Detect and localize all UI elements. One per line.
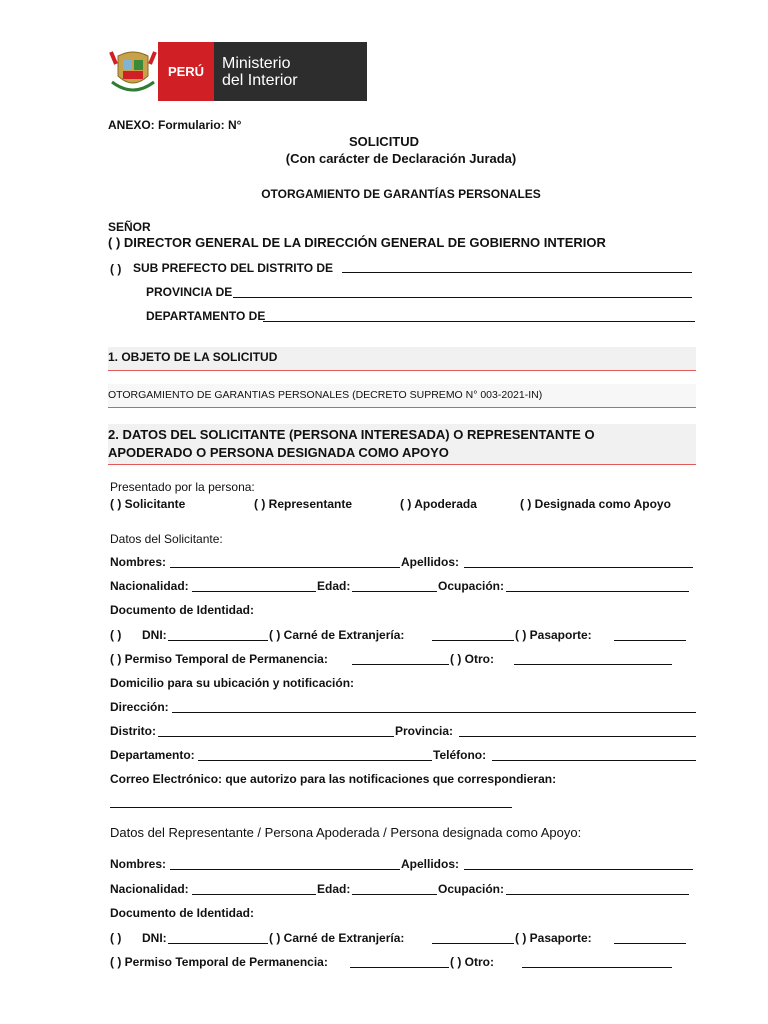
dni-label: DNI: [142, 628, 167, 642]
subprefecto-check[interactable]: ( ) [110, 262, 122, 276]
provincia-label: PROVINCIA DE [146, 285, 233, 299]
pasaporte-field[interactable] [614, 640, 686, 641]
ocupacion-field[interactable] [506, 591, 689, 592]
ministry-name [214, 42, 367, 101]
apellidos-field[interactable] [464, 567, 693, 568]
apellidos-label: Apellidos: [401, 555, 460, 569]
nombres-label: Nombres: [110, 555, 167, 569]
nacionalidad-label: Nacionalidad: [110, 579, 189, 593]
rep-dni-label: DNI: [142, 931, 167, 945]
edad-field[interactable] [352, 591, 437, 592]
departamento-input[interactable] [198, 760, 432, 761]
carne-field[interactable] [432, 640, 514, 641]
presentado-label: Presentado por la persona: [110, 480, 255, 494]
rep-nombres-field[interactable] [170, 869, 400, 870]
direccion-field[interactable] [172, 712, 696, 713]
ministry-line1: Ministerio [222, 54, 291, 72]
option-solicitante[interactable]: ( ) Solicitante [110, 497, 186, 511]
otro-field[interactable] [514, 664, 672, 665]
nombres-field[interactable] [170, 567, 400, 568]
rep-otro-label[interactable]: ( ) Otro: [450, 955, 494, 969]
director-option: ( ) DIRECTOR GENERAL DE LA DIRECCIÓN GENERAL DE GOBIERNO INTERIOR [108, 235, 606, 250]
documento-label: Documento de Identidad: [110, 603, 254, 617]
rep-nacionalidad-label: Nacionalidad: [110, 882, 189, 896]
direccion-label: Dirección: [110, 700, 169, 714]
rep-ocupacion-label: Ocupación: [438, 882, 505, 896]
rep-nombres-label: Nombres: [110, 857, 167, 871]
section2-header [108, 424, 696, 465]
rep-permiso-field[interactable] [350, 967, 449, 968]
ocupacion-label: Ocupación: [438, 579, 505, 593]
rep-apellidos-field[interactable] [464, 869, 693, 870]
section1-title: 1. OBJETO DE LA SOLICITUD [108, 350, 278, 364]
edad-label: Edad: [317, 579, 351, 593]
rep-otro-field[interactable] [522, 967, 672, 968]
coat-of-arms-icon [108, 42, 158, 101]
document-subtitle: (Con carácter de Declaración Jurada) [285, 151, 517, 166]
rep-pasaporte-field[interactable] [614, 943, 686, 944]
section1-header [108, 347, 696, 371]
nacionalidad-field[interactable] [192, 591, 316, 592]
otro-label[interactable]: ( ) Otro: [450, 652, 494, 666]
rep-carne-field[interactable] [432, 943, 514, 944]
departamento-field[interactable] [263, 321, 695, 322]
departamento-label: DEPARTAMENTO DE [146, 309, 266, 323]
senor-label: SEÑOR [108, 220, 151, 234]
correo-label: Correo Electrónico: que autorizo para las notificaciones que correspondieran: [110, 772, 557, 786]
option-representante[interactable]: ( ) Representante [254, 497, 353, 511]
distrito-label: Distrito: [110, 724, 156, 738]
ministry-logo [108, 42, 367, 101]
provincia-field-label: Provincia: [395, 724, 454, 738]
permiso-field[interactable] [352, 664, 449, 665]
provincia-field[interactable] [233, 297, 692, 298]
rep-dni-field[interactable] [168, 943, 268, 944]
rep-carne-label[interactable]: ( ) Carné de Extranjería: [269, 931, 405, 945]
rep-nacionalidad-field[interactable] [192, 894, 316, 895]
telefono-label: Teléfono: [433, 748, 487, 762]
section2-title-line1: 2. DATOS DEL SOLICITANTE (PERSONA INTERESADA) O REPRESENTANTE O [108, 427, 595, 442]
anexo-label: ANEXO: Formulario: N° [108, 118, 242, 132]
datos-representante-label: Datos del Representante / Persona Apoderada / Persona designada como Apoyo: [110, 825, 582, 840]
main-title: OTORGAMIENTO DE GARANTÍAS PERSONALES [261, 187, 541, 201]
permiso-label[interactable]: ( ) Permiso Temporal de Permanencia: [110, 652, 328, 666]
peru-label: PERÚ [158, 42, 214, 101]
option-apoderada[interactable]: ( ) Apoderada [400, 497, 477, 511]
rep-edad-label: Edad: [317, 882, 351, 896]
rep-pasaporte-label[interactable]: ( ) Pasaporte: [515, 931, 592, 945]
section2-title-line2: APODERADO O PERSONA DESIGNADA COMO APOYO [108, 445, 449, 460]
subprefecto-label: SUB PREFECTO DEL DISTRITO DE [133, 261, 334, 275]
ministry-line2: del Interior [222, 71, 298, 89]
rep-permiso-label[interactable]: ( ) Permiso Temporal de Permanencia: [110, 955, 328, 969]
rep-edad-field[interactable] [352, 894, 437, 895]
dni-field[interactable] [168, 640, 268, 641]
departamento-field-label: Departamento: [110, 748, 195, 762]
distrito-field[interactable] [158, 736, 394, 737]
provincia-input[interactable] [459, 736, 696, 737]
rep-apellidos-label: Apellidos: [401, 857, 460, 871]
domicilio-label: Domicilio para su ubicación y notificación: [110, 676, 355, 690]
datos-solicitante-label: Datos del Solicitante: [110, 532, 223, 546]
subprefecto-field[interactable] [342, 272, 692, 273]
correo-field[interactable] [110, 807, 512, 808]
option-designada[interactable]: ( ) Designada como Apoyo [520, 497, 671, 511]
section1-content-row [108, 384, 696, 408]
document-title: SOLICITUD [348, 134, 420, 149]
pasaporte-label[interactable]: ( ) Pasaporte: [515, 628, 592, 642]
telefono-field[interactable] [492, 760, 696, 761]
rep-documento-label: Documento de Identidad: [110, 906, 254, 920]
dni-check[interactable]: ( ) [110, 628, 122, 642]
rep-ocupacion-field[interactable] [506, 894, 689, 895]
section1-content: OTORGAMIENTO DE GARANTIAS PERSONALES (DECRETO SUPREMO N° 003-2021-IN) [108, 389, 543, 401]
carne-label[interactable]: ( ) Carné de Extranjería: [269, 628, 405, 642]
rep-dni-check[interactable]: ( ) [110, 931, 122, 945]
